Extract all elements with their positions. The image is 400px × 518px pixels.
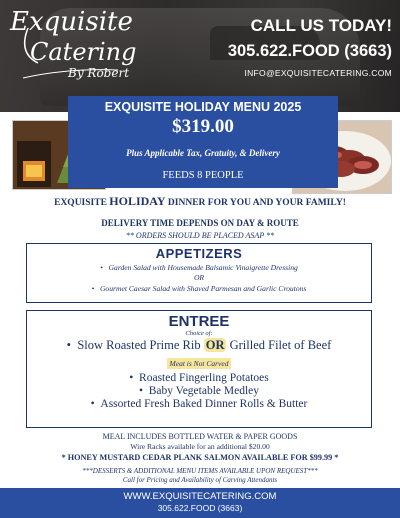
header-email[interactable]: INFO@EXQUISITECATERING.COM bbox=[244, 68, 392, 78]
logo-text-exquisite: Exquisite bbox=[10, 7, 133, 37]
logo-text-by-robert: By Robert bbox=[68, 66, 130, 80]
entree-choice-label: Choice of: bbox=[185, 330, 213, 337]
side-item: • Assorted Fresh Baked Dinner Rolls & Butter bbox=[90, 398, 308, 410]
wire-racks-note: Wire Racks available for an additional $20.00 bbox=[130, 442, 270, 451]
asap-note: ** ORDERS SHOULD BE PLACED ASAP ** bbox=[125, 231, 275, 240]
meal-includes: MEAL INCLUDES BOTTLED WATER & PAPER GOODS bbox=[102, 432, 298, 441]
entree-main-item: • Slow Roasted Prime Rib OR Grilled Filet of Beef bbox=[66, 338, 332, 352]
appetizer-item-2: Gourmet Caesar Salad with Shaved Parmesan and Garlic Croutons bbox=[99, 284, 307, 293]
tagline-post: DINNER FOR YOU AND YOUR FAMILY! bbox=[165, 198, 346, 208]
footer-phone[interactable]: 305.622.FOOD (3663) bbox=[157, 503, 243, 513]
appetizer-item: • Garden Salad with Housemade Balsamic Vinaigrette Dressing bbox=[100, 263, 298, 272]
entree-or-highlight: OR bbox=[205, 338, 225, 352]
price-subtitle: Plus Applicable Tax, Gratuity, & Delivery bbox=[126, 148, 280, 158]
call-us-heading: CALL US TODAY! bbox=[250, 16, 392, 35]
appetizers-section bbox=[26, 243, 372, 303]
appetizer-item-1: Garden Salad with Housemade Balsamic Vinaigrette Dressing bbox=[108, 263, 298, 272]
header-phone[interactable]: 305.622.FOOD (3663) bbox=[227, 42, 392, 60]
menu-price: $319.00 bbox=[172, 116, 234, 137]
menu-title: EXQUISITE HOLIDAY MENU 2025 bbox=[104, 100, 302, 114]
side-item-3: Assorted Fresh Baked Dinner Rolls & Butter bbox=[100, 398, 308, 410]
tagline bbox=[0, 194, 400, 209]
appetizer-item: • Gourmet Caesar Salad with Shaved Parmesan and Garlic Croutons bbox=[91, 284, 307, 293]
footer bbox=[0, 488, 400, 518]
entree-option-b: Grilled Filet of Beef bbox=[226, 338, 332, 352]
not-carved-badge: Meat is Not Carved bbox=[167, 358, 232, 369]
side-item: • Baby Vegetable Medley bbox=[138, 385, 260, 397]
carving-note: Call for Pricing and Availability of Carving Attendants bbox=[122, 476, 278, 484]
entree-title: ENTREE bbox=[168, 313, 230, 330]
delivery-note: DELIVERY TIME DEPENDS ON DAY & ROUTE bbox=[101, 218, 299, 228]
appetizer-or: OR bbox=[193, 273, 205, 282]
tagline-pre: EXQUISITE bbox=[54, 198, 110, 208]
desserts-note: ***DESSERTS & ADDITIONAL MENU ITEMS AVAILABLE UPON REQUEST*** bbox=[82, 467, 318, 475]
entree-option-a: Slow Roasted Prime Rib bbox=[77, 338, 204, 352]
logo-text-catering: Catering bbox=[30, 38, 137, 66]
side-item: • Roasted Fingerling Potatoes bbox=[129, 372, 269, 384]
side-item-1: Roasted Fingerling Potatoes bbox=[139, 372, 269, 384]
tagline-holiday: HOLIDAY bbox=[109, 194, 166, 208]
footer-website[interactable]: WWW.EXQUISITECATERING.COM bbox=[123, 491, 277, 502]
entree-section bbox=[26, 310, 372, 428]
feeds-count: FEEDS 8 PEOPLE bbox=[162, 170, 244, 181]
side-item-2: Baby Vegetable Medley bbox=[148, 385, 260, 397]
appetizers-title: APPETIZERS bbox=[155, 246, 243, 261]
salmon-offer: * HONEY MUSTARD CEDAR PLANK SALMON AVAILABLE FOR $99.99 * bbox=[61, 453, 339, 462]
